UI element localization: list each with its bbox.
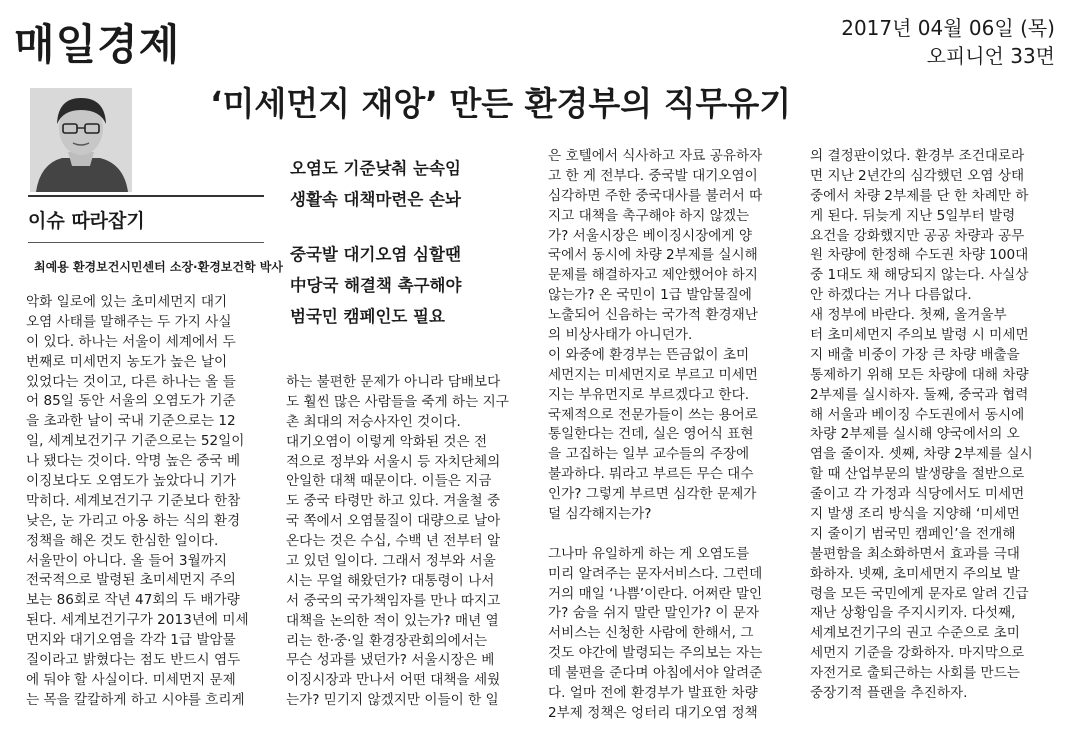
article-text-line: 터 초미세먼지 주의보 발령 시 미세먼	[810, 327, 1029, 344]
article-text-line: 원 차량에 한정해 수도권 차량 100대	[810, 247, 1029, 264]
article-text-line: 새 정부에 바란다. 첫째, 올겨울부	[810, 307, 1007, 324]
article-text-line: 인가? 그렇게 부르면 심각한 문제가	[548, 486, 757, 503]
article-text-line: 자전거로 출퇴근하는 사회를 만드는	[810, 665, 1020, 682]
article-text-line: 에 둬야 할 사실이다. 미세먼지 문제	[26, 671, 236, 688]
article-text-line: 서 중국의 국가책임자를 만나 따지고	[286, 592, 501, 609]
article-text-line: 할 때 산업부문의 발생량을 절반으로	[810, 466, 1025, 483]
article-text-line: 가? 숨을 쉬지 말란 말인가? 이 문자	[548, 605, 760, 622]
article-text-line: 다. 얼마 전에 환경부가 발표한 차량	[548, 685, 758, 702]
article-text-line: 화하자. 넷째, 초미세먼지 주의보 발	[810, 565, 1020, 582]
article-text-line: 이징보다도 오염도가 높았다니 기가	[26, 473, 236, 490]
page-section: 오피니언 33면	[926, 44, 1055, 68]
column-rule-top	[28, 195, 264, 197]
article-text-line: 막히다. 세계보건기구 기준보다 한참	[26, 492, 241, 509]
article-text-line: 악화 일로에 있는 초미세먼지 대기	[26, 294, 228, 310]
article-text-line: 지는 부유먼지로 부르겠다고 한다.	[548, 386, 750, 403]
article-text-line: 미리 알려주는 문자서비스다. 그런데	[548, 565, 763, 582]
article-text-line: 문제를 해결하자고 제안했어야 하지	[548, 267, 758, 284]
author-photo	[30, 88, 132, 192]
article-text-line: 국 쪽에서 오염물질이 대량으로 날아	[286, 513, 501, 530]
article-text-line: 오염 사태를 말해주는 두 가지 사실	[26, 313, 232, 330]
article-text-line: 는 목을 칼칼하게 하고 시야를 흐리게	[26, 691, 245, 708]
article-text-line: 적으로 정부와 서울시 등 자치단체의	[286, 453, 501, 470]
subheadline-block	[290, 153, 540, 332]
article-text-line: 중장기적 플랜을 추진하자.	[810, 685, 968, 702]
article-text-line: 은 호텔에서 식사하고 자료 공유하자	[548, 148, 763, 164]
article-text-line: 불과하다. 뭐라고 부르든 무슨 대수	[548, 466, 754, 483]
column-rule-bottom	[28, 242, 264, 243]
article-text-line: 노출되어 신음하는 국가적 환경재난	[548, 307, 758, 324]
article-text-line: 이 와중에 환경부는 뜬금없이 초미	[548, 346, 750, 363]
article-text-line: 면 지난 2년간의 심각했던 오염 상태	[810, 167, 1025, 184]
article-column-4	[810, 147, 1056, 704]
article-text-line: 을 초과한 날이 국내 기준으로는 12	[26, 413, 236, 430]
article-text-line: 심각하면 주한 중국대사를 불러서 따	[548, 187, 763, 204]
article-text-line: 대기오염이 이렇게 악화된 것은 전	[286, 433, 488, 450]
article-text-line: 통일한다는 건데, 실은 영어식 표현	[548, 426, 754, 443]
article-text-line: 어 85일 동안 서울의 오염도가 기준	[26, 393, 236, 410]
article-text-line: 대책을 논의한 적이 있는가? 매년 열	[286, 612, 499, 629]
article-text-line: 의 비상사태가 아니던가.	[548, 327, 693, 344]
article-text-line: 이징시장과 만나서 어떤 대책을 세웠	[286, 672, 501, 689]
article-text-line: 세먼지 기준을 강화하자. 마지막으로	[810, 645, 1025, 662]
article-text-line: 세먼지는 미세먼지로 부르고 미세먼	[548, 366, 758, 383]
article-text-line: 중에서 차량 2부제를 단 한 차례만 하	[810, 187, 1029, 204]
subheadline-line: 생활속 대책마련은 손놔	[290, 190, 461, 209]
article-text-line: 서비스는 신청한 사람에 한해서, 그	[548, 625, 754, 642]
article-text-line: 않는가? 온 국민이 1급 발암물질에	[548, 287, 752, 304]
article-text-line: 2부제를 실시하자. 둘째, 중국과 협력	[810, 386, 1029, 403]
article-text-line: 는가? 믿기지 않겠지만 이들이 한 일	[286, 692, 499, 709]
article-text-line: 있었다는 것이고, 다른 하나는 올 들	[26, 373, 236, 390]
subheadline-line: 중국발 대기오염 심할땐	[290, 245, 461, 264]
article-text-line: 시는 무얼 해왔던가? 대통령이 나서	[286, 572, 495, 589]
article-text-line: 령을 모든 국민에게 문자로 알려 긴급	[810, 585, 1029, 602]
article-text-line: 안 하겠다는 거나 다름없다.	[810, 287, 972, 304]
article-text-line: 촌 최대의 저승사자인 것이다.	[286, 413, 461, 430]
publication-date: 2017년 04월 06일 (목)	[841, 16, 1055, 40]
article-text-line: 게 된다. 뒤늦게 지난 5일부터 발령	[810, 207, 1016, 224]
article-text-line: 정책을 해온 것도 한심한 일이다.	[26, 532, 219, 549]
article-text-line: 먼지와 대기오염을 각각 1급 발암물	[26, 632, 236, 649]
article-text-line: 번째로 미세먼지 농도가 높은 날이	[26, 353, 228, 370]
article-text-line: 안일한 대책 때문이다. 이들은 지금	[286, 473, 492, 490]
article-text-line: 지고 대책을 촉구해야 하지 않겠는	[548, 207, 750, 224]
article-column-1	[26, 293, 270, 711]
article-text-line: 중 1대도 채 해당되지 않는다. 사실상	[810, 267, 1029, 284]
author-byline: 최예용 환경보건시민센터 소장·환경보건학 박사	[34, 260, 283, 274]
article-text-line: 서울만이 아니다. 올 들어 3월까지	[26, 552, 227, 569]
article-text-line: 하는 불편한 문제가 아니라 담배보다	[286, 374, 501, 390]
article-text-line: 국제적으로 전문가들이 쓰는 용어로	[548, 406, 758, 423]
article-text-line: 줄이고 각 가정과 식당에서도 미세먼	[810, 486, 1025, 503]
article-text-line: 재난 상황임을 주지시키자. 다섯째,	[810, 605, 1016, 622]
newspaper-masthead: 매일경제	[14, 20, 181, 69]
article-text-line: 해 서울과 베이징 수도권에서 동시에	[810, 406, 1025, 423]
article-text-line: 2부제 정책은 엉터리 대기오염 정책	[548, 704, 758, 721]
article-text-line: 거의 매일 ‘나쁨’이란다. 어쩌란 말인	[548, 585, 763, 602]
article-text-line: 세계보건기구의 권고 수준으로 초미	[810, 625, 1020, 642]
article-text-line: 지 줄이기 범국민 캠페인’을 전개해	[810, 525, 1016, 542]
article-text-line	[548, 525, 796, 545]
article-text-line: 이 있다. 하나는 서울이 세계에서 두	[26, 333, 236, 350]
subheadline-line: 오염도 기준낮춰 눈속임	[290, 159, 461, 178]
article-text-line: 국에서 동시에 차량 2부제를 실시해	[548, 247, 758, 264]
article-text-line: 고 있던 일이다. 그래서 정부와 서울	[286, 553, 496, 570]
article-headline: ‘미세먼지 재앙’ 만든 환경부의 직무유기	[210, 84, 792, 123]
article-column-2	[286, 373, 532, 711]
article-text-line: 보는 86회로 작년 47회의 두 배가량	[26, 592, 240, 609]
author-portrait-icon	[30, 88, 132, 192]
article-text-line: 고 한 게 전부다. 중국발 대기오염이	[548, 167, 758, 184]
column-name: 이슈 따라잡기	[28, 210, 145, 232]
article-text-line: 것도 야간에 발령되는 주의보는 자는	[548, 645, 763, 662]
article-column-3	[548, 147, 796, 724]
article-text-line: 된다. 세계보건기구가 2013년에 미세	[26, 612, 249, 629]
article-text-line: 요건을 강화했지만 공공 차량과 공무	[810, 227, 1025, 244]
article-text-line: 통제하기 위해 모든 차량에 대해 차량	[810, 366, 1029, 383]
article-text-line: 차량 2부제를 실시해 양국에서의 오	[810, 426, 1020, 443]
article-text-line: 나 됐다는 것이다. 악명 높은 중국 베	[26, 453, 241, 470]
article-text-line: 도 중국 타령만 하고 있다. 겨울철 중	[286, 493, 501, 510]
article-text-line: 을 고집하는 일부 교수들의 주장에	[548, 446, 750, 463]
subheadline-line: 범국민 캠페인도 필요	[290, 307, 445, 326]
article-text-line: 덜 심각해지는가?	[548, 506, 652, 523]
article-text-line: 온다는 것은 수십, 수백 년 전부터 알	[286, 533, 501, 550]
article-text-line: 데 불편을 준다며 아침에서야 알려준	[548, 665, 763, 682]
article-text-line: 지 발생 조리 방식을 지양해 ‘미세먼	[810, 506, 1020, 523]
article-text-line: 가? 서울시장은 베이징시장에게 양	[548, 227, 753, 244]
article-text-line: 리는 한·중·일 환경장관회의에서는	[286, 632, 488, 649]
article-text-line: 도 훨씬 많은 사람들을 죽게 하는 지구	[286, 393, 509, 410]
subheadline-line: 中당국 해결책 촉구해야	[290, 276, 462, 295]
dateline	[841, 14, 1055, 70]
article-text-line: 일, 세계보건기구 기준으로는 52일이	[26, 433, 245, 450]
article-text-line: 전국적으로 발령된 초미세먼지 주의	[26, 572, 236, 589]
article-text-line: 그나마 유일하게 하는 게 오염도를	[548, 545, 750, 562]
article-text-line: 지 배출 비중이 가장 큰 차량 배출을	[810, 346, 1020, 363]
article-text-line: 무슨 성과를 냈던가? 서울시장은 베	[286, 652, 495, 669]
article-text-line: 불편함을 최소화하면서 효과를 극대	[810, 545, 1020, 562]
article-text-line: 의 결정판이었다. 환경부 조건대로라	[810, 148, 1025, 164]
article-text-line: 염을 줄이자. 셋째, 차량 2부제를 실시	[810, 446, 1033, 463]
article-text-line: 질이라고 밝혔다는 점도 반드시 염두	[26, 652, 241, 669]
article-text-line: 낮은, 눈 가리고 아옹 하는 식의 환경	[26, 512, 241, 529]
